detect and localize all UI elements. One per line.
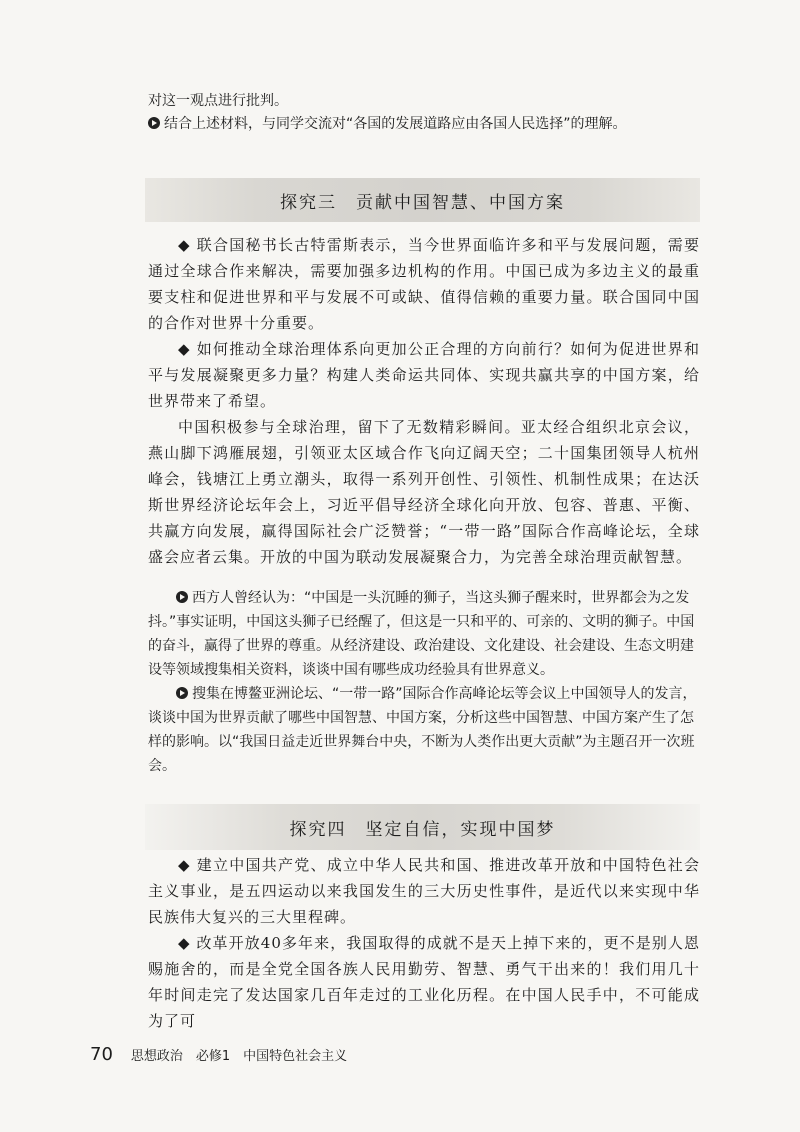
- page-number: 70: [90, 1044, 113, 1065]
- section4-body: [148, 852, 700, 1034]
- section3-paragraph: 中国积极参与全球治理，留下了无数精彩瞬间。亚太经合组织北京会议，燕山脚下鸿雁展翅，引领亚太区域合作飞向辽阔天空；二十国集团领导人杭州峰会，钱塘江上勇立潮头，取得一系列开创性、引领性、机制性成果；在达沃斯世界经济论坛年会上，习近平倡导经济全球化向开放、包容、普惠、平衡、共赢方向发展，赢得国际社会广泛赞誉；“一带一路”国际合作高峰论坛，全球盛会应者云集。开放的中国为联动发展凝聚合力，为完善全球治理贡献智慧。: [148, 418, 700, 566]
- activity-item: [148, 682, 700, 778]
- play-bullet-icon: [176, 687, 188, 699]
- section4-paragraph: ◆ 建立中国共产党、成立中华人民共和国、推进改革开放和中国特色社会主义事业，是五四运动以来我国发生的三大历史性事件，是近代以来实现中华民族伟大复兴的三大里程碑。: [148, 856, 700, 926]
- section-banner-3: [145, 178, 700, 222]
- section-title-3: 探究三 贡献中国智慧、中国方案: [280, 192, 565, 213]
- discussion-task-text: 结合上述材料，与同学交流对“各国的发展道路应由各国人民选择”的理解。: [164, 116, 627, 132]
- page-footer: [90, 1044, 347, 1065]
- section3-tasks: [148, 586, 700, 778]
- activity-text: 西方人曾经认为：“中国是一头沉睡的狮子，当这头狮子醒来时，世界都会为之发抖。”事实证明，中国这头狮子已经醒了，但这是一只和平的、可亲的、文明的狮子。中国的奋斗，赢得了世界的尊重。从经济建设、政治建设、文化建设、社会建设、生态文明建设等领域搜集相关资料，谈谈中国有哪些成功经验具有世界意义。: [148, 590, 695, 678]
- intro-line: 对这一观点进行批判。: [148, 93, 288, 109]
- section-title-4: 探究四 坚定自信，实现中国梦: [289, 819, 556, 840]
- section3-body: [148, 232, 700, 570]
- play-bullet-icon: [148, 117, 160, 129]
- section-banner-4: [145, 804, 700, 850]
- play-bullet-icon: [176, 591, 188, 603]
- section3-paragraph: ◆ 联合国秘书长古特雷斯表示，当今世界面临许多和平与发展问题，需要通过全球合作来解决，需要加强多边机构的作用。中国已成为多边主义的最重要支柱和促进世界和平与发展不可或缺、值得信赖的重要力量。联合国同中国的合作对世界十分重要。: [148, 236, 700, 332]
- activity-text: 搜集在博鳌亚洲论坛、“一带一路”国际合作高峰论坛等会议上中国领导人的发言，谈谈中国为世界贡献了哪些中国智慧、中国方案，分析这些中国智慧、中国方案产生了怎样的影响。以“我国日益走近世界舞台中央，不断为人类作出更大贡献”为主题召开一次班会。: [148, 686, 697, 774]
- book-title: 思想政治 必修1 中国特色社会主义: [130, 1049, 348, 1064]
- discussion-task: [148, 112, 700, 136]
- section3-paragraph: ◆ 如何推动全球治理体系向更加公正合理的方向前行？如何为促进世界和平与发展凝聚更多力量？构建人类命运共同体、实现共赢共享的中国方案，给世界带来了希望。: [148, 340, 700, 410]
- activity-item: [148, 586, 700, 682]
- section4-paragraph: ◆ 改革开放40多年来，我国取得的成就不是天上掉下来的，更不是别人恩赐施舍的，而是全党全国各族人民用勤劳、智慧、勇气干出来的！我们用几十年时间走完了发达国家几百年走过的工业化历程。在中国人民手中，不可能成为了可: [148, 934, 700, 1030]
